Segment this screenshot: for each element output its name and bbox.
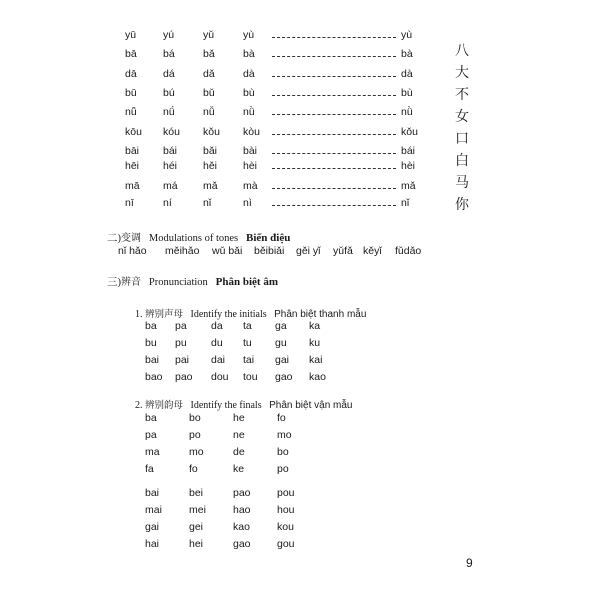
tone-syllable: bá bbox=[163, 48, 175, 60]
tone-target-syllable: kǒu bbox=[401, 126, 418, 138]
syllable-cell: pao bbox=[175, 371, 193, 383]
chinese-character: 你 bbox=[455, 197, 469, 213]
tone-syllable: nī bbox=[125, 197, 134, 209]
syllable-cell: dou bbox=[211, 371, 229, 383]
tone-syllable: dà bbox=[243, 68, 255, 80]
dashed-guide-line bbox=[272, 134, 396, 135]
section-3-english: Pronunciation bbox=[148, 277, 208, 288]
tone-syllable: kǒu bbox=[203, 126, 220, 138]
syllable-cell: de bbox=[233, 446, 245, 458]
syllable-cell: kao bbox=[233, 521, 250, 533]
syllable-cell: da bbox=[211, 320, 223, 332]
dashed-guide-line bbox=[272, 76, 396, 77]
initials-chinese: 辨别声母 bbox=[145, 309, 184, 320]
tone-syllable: mà bbox=[243, 180, 258, 192]
syllable-cell: du bbox=[211, 337, 223, 349]
modulation-word: běibiǎi bbox=[254, 245, 285, 257]
tone-syllable: kōu bbox=[125, 126, 142, 138]
dashed-guide-line bbox=[272, 37, 396, 38]
finals-vietnamese: Phân biệt vận mẫu bbox=[269, 400, 353, 411]
syllable-cell: pai bbox=[175, 354, 190, 366]
syllable-cell: ga bbox=[275, 320, 287, 332]
section-3-number: 三) bbox=[107, 277, 121, 288]
tone-syllable: hèi bbox=[243, 160, 258, 172]
syllable-cell: tai bbox=[243, 354, 255, 366]
syllable-cell: dai bbox=[211, 354, 226, 366]
table-row bbox=[145, 337, 365, 351]
tone-syllable: yú bbox=[163, 29, 175, 41]
tone-syllable: bā bbox=[125, 48, 137, 60]
syllable-cell: bei bbox=[189, 487, 204, 499]
syllable-cell: tu bbox=[243, 337, 252, 349]
table-row bbox=[145, 463, 365, 477]
syllable-cell: bai bbox=[145, 487, 160, 499]
syllable-cell: fo bbox=[189, 463, 198, 475]
tone-syllable: yū bbox=[125, 29, 137, 41]
syllable-cell: bo bbox=[277, 446, 289, 458]
tone-syllable: bǎi bbox=[203, 145, 218, 157]
syllable-cell: gai bbox=[145, 521, 160, 533]
syllable-cell: ka bbox=[309, 320, 321, 332]
syllable-cell: mo bbox=[277, 429, 292, 441]
modulation-word: fǔdǎo bbox=[395, 245, 422, 257]
modulation-word: měihǎo bbox=[165, 245, 200, 257]
finals-heading bbox=[135, 397, 353, 411]
syllable-cell: gou bbox=[277, 538, 295, 550]
syllable-cell: gei bbox=[189, 521, 204, 533]
syllable-cell: pa bbox=[145, 429, 157, 441]
chinese-character: 女 bbox=[455, 109, 469, 125]
initials-vietnamese: Phân biệt thanh mẫu bbox=[274, 309, 367, 320]
syllable-cell: bao bbox=[145, 371, 163, 383]
table-row bbox=[145, 371, 365, 385]
tone-syllable: kóu bbox=[163, 126, 180, 138]
syllable-cell: hai bbox=[145, 538, 160, 550]
modulation-word: nǐ hǎo bbox=[118, 245, 147, 257]
chinese-character: 大 bbox=[455, 65, 469, 81]
syllable-cell: bo bbox=[189, 412, 201, 424]
modulation-word: wǔ bǎi bbox=[212, 245, 243, 257]
section-2-vietnamese: Biến điệu bbox=[246, 232, 291, 244]
table-row bbox=[145, 429, 365, 443]
table-row bbox=[145, 446, 365, 460]
syllable-cell: pao bbox=[233, 487, 251, 499]
tone-syllable: bái bbox=[163, 145, 178, 157]
syllable-cell: ma bbox=[145, 446, 160, 458]
syllable-cell: mai bbox=[145, 504, 162, 516]
chinese-character: 口 bbox=[455, 131, 469, 147]
section-2-number: 二) bbox=[107, 233, 121, 244]
syllable-cell: pa bbox=[175, 320, 187, 332]
tone-target-syllable: bái bbox=[401, 145, 416, 157]
page-number: 9 bbox=[466, 556, 473, 570]
tone-syllable: mǎ bbox=[203, 180, 218, 192]
syllable-cell: he bbox=[233, 412, 245, 424]
syllable-cell: gu bbox=[275, 337, 287, 349]
table-row bbox=[145, 538, 365, 552]
syllable-cell: po bbox=[277, 463, 289, 475]
section-2-heading bbox=[107, 229, 290, 245]
syllable-cell: kai bbox=[309, 354, 323, 366]
table-row bbox=[145, 412, 365, 426]
tone-syllable: bāi bbox=[125, 145, 140, 157]
tone-syllable: nì bbox=[243, 197, 252, 209]
chinese-character: 八 bbox=[455, 43, 469, 59]
tone-syllable: má bbox=[163, 180, 178, 192]
finals-english: Identify the finals bbox=[190, 400, 262, 411]
syllable-cell: ku bbox=[309, 337, 321, 349]
tone-target-syllable: hèi bbox=[401, 160, 416, 172]
dashed-guide-line bbox=[272, 168, 396, 169]
tone-syllable: yù bbox=[243, 29, 255, 41]
chinese-character: 白 bbox=[455, 153, 469, 169]
section-2-english: Modulations of tones bbox=[148, 233, 239, 244]
tone-syllable: bǎ bbox=[203, 48, 215, 60]
syllable-cell: fa bbox=[145, 463, 154, 475]
modulation-word: yǔfǎ bbox=[333, 245, 353, 257]
dashed-guide-line bbox=[272, 188, 396, 189]
syllable-cell: tou bbox=[243, 371, 258, 383]
syllable-cell: ke bbox=[233, 463, 245, 475]
dashed-guide-line bbox=[272, 95, 396, 96]
initials-english: Identify the initials bbox=[190, 309, 267, 320]
tone-target-syllable: nǜ bbox=[401, 106, 413, 118]
finals-number: 2. bbox=[135, 400, 143, 411]
table-row bbox=[145, 521, 365, 535]
syllable-cell: pu bbox=[175, 337, 187, 349]
tone-target-syllable: bù bbox=[401, 87, 413, 99]
tone-target-syllable: bà bbox=[401, 48, 413, 60]
tone-syllable: nǖ bbox=[125, 106, 137, 118]
syllable-cell: mei bbox=[189, 504, 206, 516]
syllable-cell: ta bbox=[243, 320, 252, 332]
tone-syllable: kòu bbox=[243, 126, 260, 138]
syllable-cell: ba bbox=[145, 320, 157, 332]
tone-target-syllable: dà bbox=[401, 68, 413, 80]
dashed-guide-line bbox=[272, 205, 396, 206]
tone-syllable: bú bbox=[163, 87, 175, 99]
syllable-cell: mo bbox=[189, 446, 204, 458]
table-row bbox=[145, 504, 365, 518]
tone-syllable: nǚ bbox=[203, 106, 215, 118]
syllable-cell: bai bbox=[145, 354, 160, 366]
syllable-cell: fo bbox=[277, 412, 286, 424]
tone-syllable: bài bbox=[243, 145, 258, 157]
tone-target-syllable: mǎ bbox=[401, 180, 416, 192]
tone-syllable: bǔ bbox=[203, 87, 215, 99]
table-row bbox=[145, 487, 365, 501]
initials-number: 1. bbox=[135, 309, 143, 320]
table-row bbox=[145, 354, 365, 368]
syllable-cell: gai bbox=[275, 354, 290, 366]
tone-syllable: yǔ bbox=[203, 29, 215, 41]
syllable-cell: hao bbox=[233, 504, 251, 516]
section-3-heading bbox=[107, 273, 278, 289]
finals-chinese: 辨别韵母 bbox=[145, 400, 184, 411]
tone-target-syllable: nǐ bbox=[401, 197, 410, 209]
table-row bbox=[145, 320, 365, 334]
syllable-cell: hou bbox=[277, 504, 295, 516]
syllable-cell: gao bbox=[233, 538, 251, 550]
initials-heading bbox=[135, 306, 366, 320]
tone-syllable: ní bbox=[163, 197, 172, 209]
tone-syllable: nǜ bbox=[243, 106, 255, 118]
syllable-cell: ba bbox=[145, 412, 157, 424]
dashed-guide-line bbox=[272, 153, 396, 154]
tone-syllable: dá bbox=[163, 68, 175, 80]
tone-syllable: hēi bbox=[125, 160, 140, 172]
syllable-cell: kou bbox=[277, 521, 294, 533]
tone-syllable: nǐ bbox=[203, 197, 212, 209]
syllable-cell: pou bbox=[277, 487, 295, 499]
syllable-cell: hei bbox=[189, 538, 204, 550]
dashed-guide-line bbox=[272, 114, 396, 115]
chinese-character: 马 bbox=[455, 175, 469, 191]
syllable-cell: bu bbox=[145, 337, 157, 349]
tone-syllable: bū bbox=[125, 87, 137, 99]
section-3-chinese: 辨音 bbox=[121, 277, 141, 288]
tone-syllable: dā bbox=[125, 68, 137, 80]
modulation-word: kěyǐ bbox=[363, 245, 382, 257]
tone-syllable: mā bbox=[125, 180, 140, 192]
chinese-character: 不 bbox=[455, 87, 469, 103]
tone-syllable: héi bbox=[163, 160, 178, 172]
tone-syllable: bù bbox=[243, 87, 255, 99]
syllable-cell: ne bbox=[233, 429, 245, 441]
syllable-cell: po bbox=[189, 429, 201, 441]
tone-syllable: dǎ bbox=[203, 68, 215, 80]
dashed-guide-line bbox=[272, 56, 396, 57]
tone-syllable: nǘ bbox=[163, 106, 175, 118]
tone-target-syllable: yù bbox=[401, 29, 413, 41]
modulation-word: gěi yǐ bbox=[296, 245, 321, 257]
syllable-cell: gao bbox=[275, 371, 293, 383]
section-3-vietnamese: Phân biệt âm bbox=[215, 276, 279, 288]
tone-syllable: bà bbox=[243, 48, 255, 60]
section-2-chinese: 变调 bbox=[121, 233, 141, 244]
syllable-cell: kao bbox=[309, 371, 326, 383]
tone-syllable: hěi bbox=[203, 160, 218, 172]
